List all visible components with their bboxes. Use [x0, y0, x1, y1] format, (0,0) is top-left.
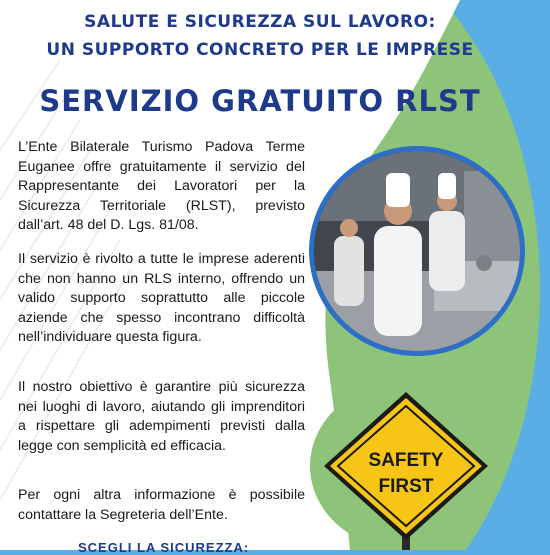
call-to-action: SCEGLI LA SICUREZZA:	[78, 540, 250, 555]
kitchen-photo	[309, 146, 525, 356]
subtitle-line-1: SALUTE E SICUREZZA SUL LAVORO:	[84, 12, 436, 32]
subtitle-line-2: UN SUPPORTO CONCRETO PER LE IMPRESE	[46, 40, 474, 60]
paragraph-goal: Il nostro obiettivo è garantire più sicurezza nei luoghi di lavoro, aiutando gli imprenditori a rispettare gli adempimenti previsti dalla legge con semplicità ed efficacia.	[18, 379, 305, 454]
sign-text-2: FIRST	[378, 476, 434, 497]
paragraph-target: Il servizio è rivolto a tutte le imprese aderenti che non hanno un RLS interno, offrendo un valido supporto soprattutto alle piccole aziende che spesso incontrano difficoltà nell’individuare questa figura.	[18, 251, 305, 345]
paragraph-intro: L’Ente Bilaterale Turismo Padova Terme Euganee offre gratuitamente il servizio del Rappresentante dei Lavoratori per la Sicurezza Territoriale (RLST), previsto dall’art. 48 del D. Lgs. 81/08.	[18, 139, 305, 233]
sign-text-1: SAFETY	[368, 450, 444, 471]
safety-sign	[310, 376, 502, 550]
page-title: SERVIZIO GRATUITO RLST	[39, 84, 481, 118]
paragraph-contact: Per ogni altra informazione è possibile contattare la Segreteria dell’Ente.	[18, 487, 305, 523]
